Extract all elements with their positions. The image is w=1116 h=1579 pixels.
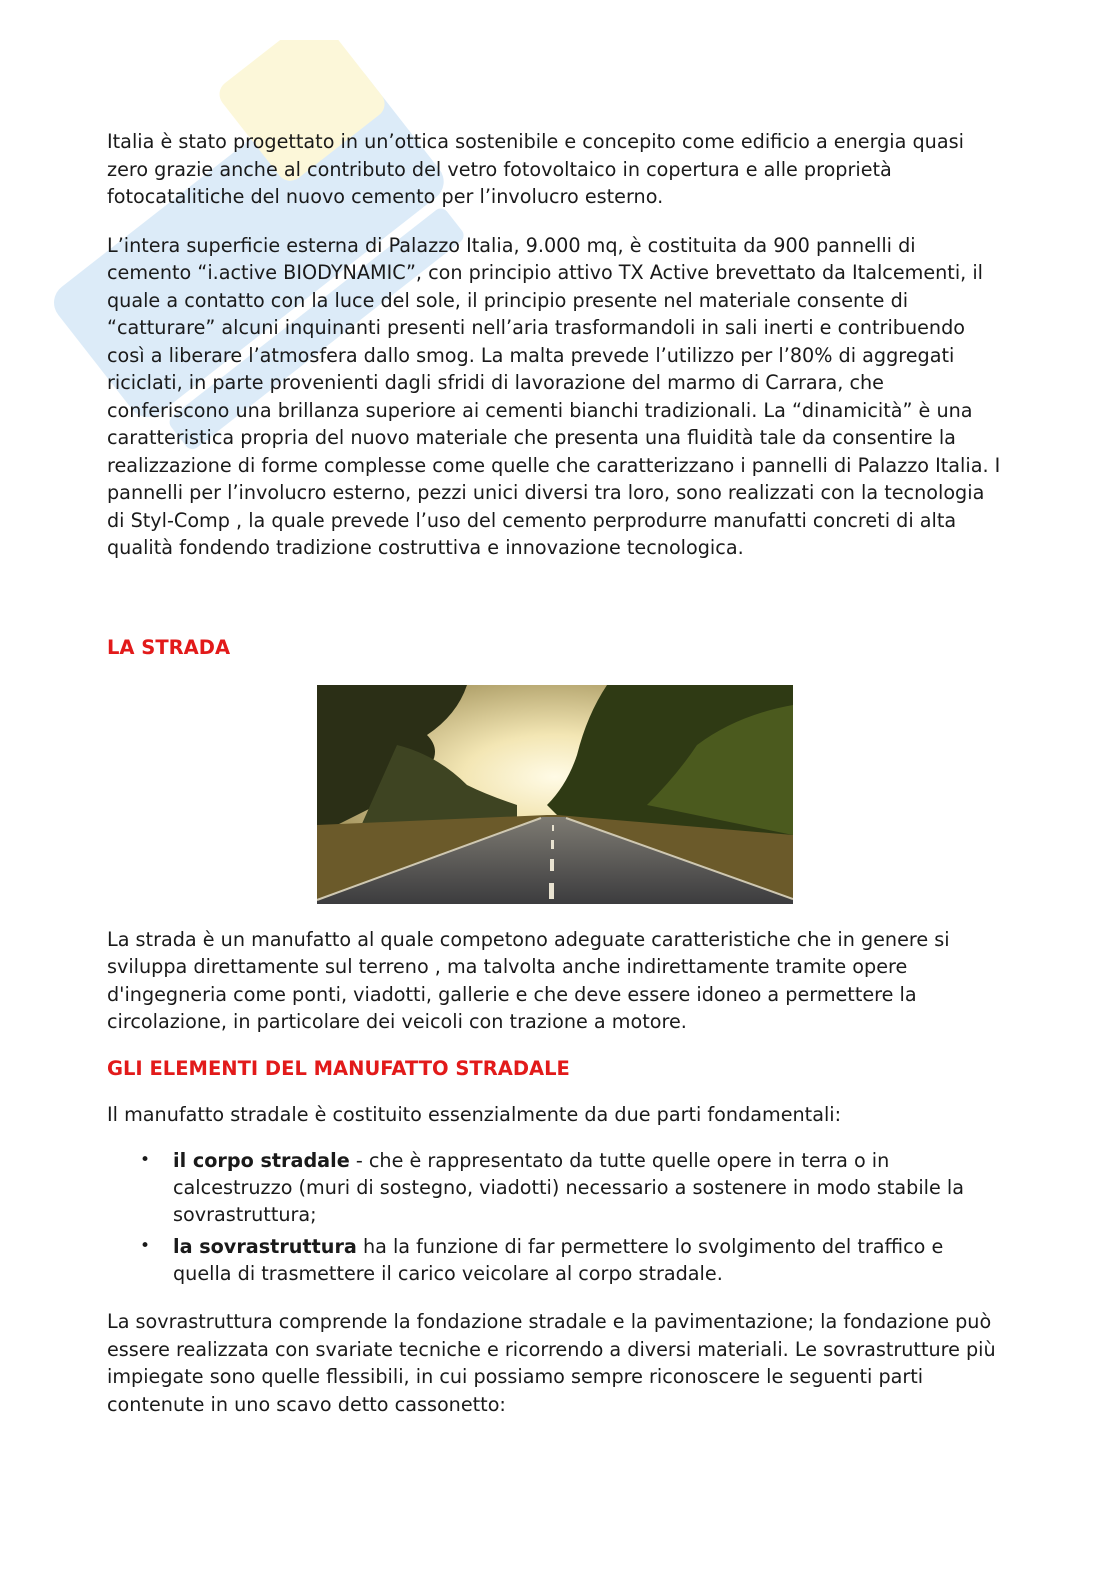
list-item-bold: il corpo stradale <box>173 1149 350 1172</box>
list-item <box>107 1147 1003 1228</box>
bullet-list <box>107 1147 1003 1287</box>
paragraph-strada: La strada è un manufatto al quale competono adeguate caratteristiche che in genere si sviluppa direttamente sul terreno , ma talvolta anche indirettamente tramite opere d'ingegneria come ponti, viadotti, gallerie e che deve essere idoneo a permettere la circolazione, in particolare dei veicoli con trazione a motore. <box>107 927 950 1033</box>
paragraph-manufatto: Il manufatto stradale è costituito essenzialmente da due parti fondamentali: <box>107 1102 842 1126</box>
road-photo <box>317 685 793 904</box>
list-item-bold: la sovrastruttura <box>173 1235 357 1258</box>
list-item <box>107 1233 1003 1287</box>
bullet-icon: • <box>140 1150 151 1170</box>
heading-la-strada: LA STRADA <box>107 635 231 659</box>
list-item-text: - che è rappresentato da tutte quelle opere in terra o in calcestruzzo (muri di sostegno, viadotti) necessario a sostenere in modo stabile la sovrastruttura; <box>173 1149 965 1226</box>
bullet-icon: • <box>140 1236 151 1256</box>
list-item-text: ha la funzione di far permettere lo svolgimento del traffico e quella di trasmettere il carico veicolare al corpo stradale. <box>173 1235 944 1285</box>
paragraph-sovrastruttura: La sovrastruttura comprende la fondazione stradale e la pavimentazione; la fondazione può essere realizzata con svariate tecniche e ricorrendo a diversi materiali. Le sovrastrutture più impiegate sono quelle flessibili, in cui possiamo sempre riconoscere le seguenti parti contenute in uno scavo detto cassonetto: <box>107 1310 996 1416</box>
paragraph-intro: Italia è stato progettato in un’ottica sostenibile e concepito come edificio a energia quasi zero grazie anche al contributo del vetro fotovoltaico in copertura e alle proprietà fotocatalitiche del nuovo cemento per l’involucro esterno. <box>107 130 964 208</box>
paragraph-superficie: L’intera superficie esterna di Palazzo Italia, 9.000 mq, è costituita da 900 pannelli di cemento “i.active BIODYNAMIC”, con principio attivo TX Active brevettato da Italcementi, il quale a contatto con la luce del sole, il principio presente nel materiale consente di “catturare” alcuni inquinanti presenti nell’aria trasformandoli in sali inerti e contribuendo così a liberare l’atmosfera dallo smog. La malta prevede l’utilizzo per l’80% di aggregati riciclati, in parte provenienti dagli sfridi di lavorazione del marmo di Carrara, che conferiscono una brillanza superiore ai cementi bianchi tradizionali. La “dinamicità” è una caratteristica propria del nuovo materiale che presenta una fluidità tale da consentire la realizzazione di forme complesse come quelle che caratterizzano i pannelli di Palazzo Italia. I pannelli per l’involucro esterno, pezzi unici diversi tra loro, sono realizzati con la tecnologia di Styl-Comp , la quale prevede l’uso del cemento perprodurre manufatti concreti di alta qualità fondendo tradizione costruttiva e innovazione tecnologica. <box>107 233 1001 559</box>
heading-elementi: GLI ELEMENTI DEL MANUFATTO STRADALE <box>107 1056 570 1080</box>
document-page <box>107 128 1003 1418</box>
road-image <box>317 685 793 904</box>
